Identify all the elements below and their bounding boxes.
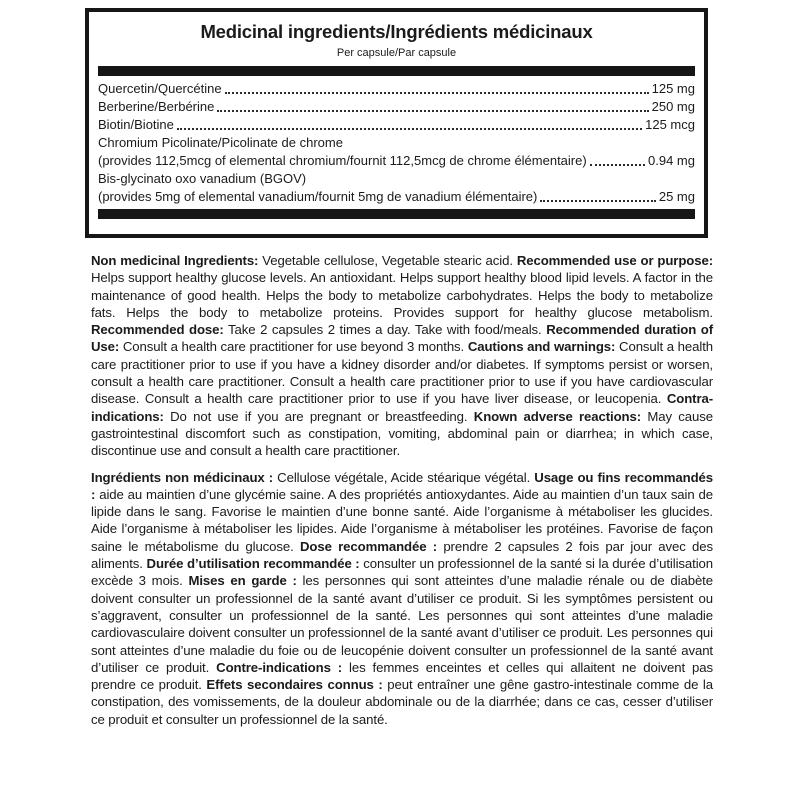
section-text: peut entraîner une gêne gastro-intestinale comme de la constipation, des vomissements, de la douleur abdominale ou de la diarrhée; dans ce cas, cesser d’utiliser ce produit et consulter un professionnel de la santé.	[91, 677, 713, 727]
section-heading: Dose recommandée :	[299, 538, 438, 554]
ingredient-amount: 250 mg	[651, 99, 695, 114]
section-text: prendre 2 capsules 2 fois par jour avec des aliments.	[91, 538, 713, 572]
section-heading: Recommended use or purpose:	[516, 253, 713, 268]
ingredient-label: Quercetin/Quercétine	[98, 81, 222, 96]
ingredient-row	[98, 116, 695, 134]
panel-title: Medicinal ingredients/Ingrédients médicinaux	[200, 21, 593, 42]
section-text: May cause gastrointestinal discomfort such as constipation, vomiting, abdominal pain or diarrhea; in which case, discontinue use and consult a health care practitioner.	[91, 408, 713, 459]
section-heading: Effets secondaires connus :	[206, 677, 383, 693]
section-heading: Known adverse reactions:	[473, 408, 642, 424]
ingredient-row	[98, 98, 695, 116]
divider-bar-bottom	[98, 209, 695, 219]
section-text: Vegetable cellulose, Vegetable stearic acid.	[258, 253, 517, 268]
section-heading: Usage ou fins recommandés :	[91, 469, 713, 502]
ingredient-label: Biotin/Biotine	[98, 117, 174, 132]
dot-leader	[225, 92, 649, 94]
section-heading: Recommended dose:	[91, 322, 224, 338]
section-text: consulter un professionnel de la santé si la durée d’utilisation excède 3 mois.	[91, 556, 714, 589]
section-text: les femmes enceintes et celles qui allaitent ne doivent pas prendre ce produit.	[91, 659, 713, 693]
dot-leader	[590, 164, 645, 166]
section-text: Consult a health care practitioner prior to use if you have a kidney disorder and/or diabetes. If symptoms persist or worsen, consult a health care practitioner. Consult a health care practitioner prior to use if you have cardiovascular disease. Consult a health care practitioner prior to use if you have liver disease, or leucopenia.	[91, 339, 713, 407]
divider-bar-top	[98, 66, 695, 76]
ingredient-amount: 0.94 mg	[648, 153, 695, 168]
ingredient-amount: 125 mg	[651, 81, 695, 96]
ingredient-label: Berberine/Berbérine	[98, 99, 215, 114]
section-heading: Mises en garde :	[188, 573, 297, 589]
section-text: Take 2 capsules 2 times a day. Take with food/meals.	[223, 322, 547, 338]
section-heading: Recommended duration of Use:	[91, 322, 713, 355]
ingredient-label: (provides 112,5mcg of elemental chromium/fournit 112,5mcg de chrome élémentaire)	[98, 153, 587, 168]
section-text: les personnes qui sont atteintes d’une maladie rénale ou de diabète doivent consulter un professionnel de la santé avant d’utiliser ce produit. Si les symptômes persistent ou s’aggravent, consulter un professionnel de la santé. Les personnes qui sont atteintes d’une maladie cardiovasculaire doivent consulter un professionnel de la santé avant d’utiliser ce produit. Les personnes qui sont atteintes d’une maladie du foie ou de leucopénie doivent consulter un professionnel de la santé avant d’utiliser ce produit.	[91, 573, 713, 675]
section-heading: Cautions and warnings:	[467, 339, 616, 355]
ingredient-row	[98, 80, 695, 98]
dot-leader	[217, 110, 648, 112]
ingredient-name-line: Chromium Picolinate/Picolinate de chrome	[98, 135, 343, 150]
ingredient-name-line: Bis-glycinato oxo vanadium (BGOV)	[98, 171, 307, 186]
section-text: Consult a health care practitioner for use beyond 3 months.	[119, 339, 468, 355]
french-info-paragraph	[91, 469, 713, 728]
ingredient-amount: 25 mg	[658, 189, 695, 204]
ingredient-label: (provides 5mg of elemental vanadium/fournit 5mg de vanadium élémentaire)	[98, 189, 538, 204]
section-heading: Non medicinal Ingredients:	[91, 253, 259, 268]
medicinal-ingredients-panel	[85, 8, 708, 238]
panel-subtitle: Per capsule/Par capsule	[336, 47, 457, 59]
ingredient-row	[98, 188, 695, 206]
section-text: Helps support healthy glucose levels. An antioxidant. Helps support healthy blood lipid levels. A factor in the maintenance of good health. Helps the body to metabolize carbohydrates. Helps the body to metabolize fats. Helps the body to metabolize proteins. Provides support for healthy glucose metabolism.	[91, 270, 713, 320]
body-copy	[91, 252, 713, 728]
section-heading: Contre-indications :	[216, 659, 343, 675]
section-text: Do not use if you are pregnant or breastfeeding.	[163, 408, 474, 424]
section-heading: Contra-indications:	[91, 391, 713, 424]
ingredient-amount: 125 mcg	[645, 117, 695, 132]
ingredient-row	[98, 152, 695, 170]
section-text: Cellulose végétale, Acide stéarique végétal.	[273, 469, 535, 485]
dot-leader	[177, 128, 642, 130]
section-heading: Durée d’utilisation recommandée :	[146, 556, 360, 572]
dot-leader	[540, 200, 656, 202]
ingredient-list	[98, 80, 695, 206]
section-heading: Ingrédients non médicinaux :	[91, 469, 274, 485]
section-text: aide au maintien d’une glycémie saine. A des propriétés antioxydantes. Aide au maintien d’un taux sain de lipide dans le sang. Favorise le maintien d’une bonne santé. Aide l’organisme à métaboliser les glucides. Aide l’organisme à métaboliser les lipides. Aide l’organisme à métaboliser les protéines. Favorise de façon saine le métabolisme du glucose.	[91, 486, 713, 554]
english-info-paragraph	[91, 252, 713, 460]
